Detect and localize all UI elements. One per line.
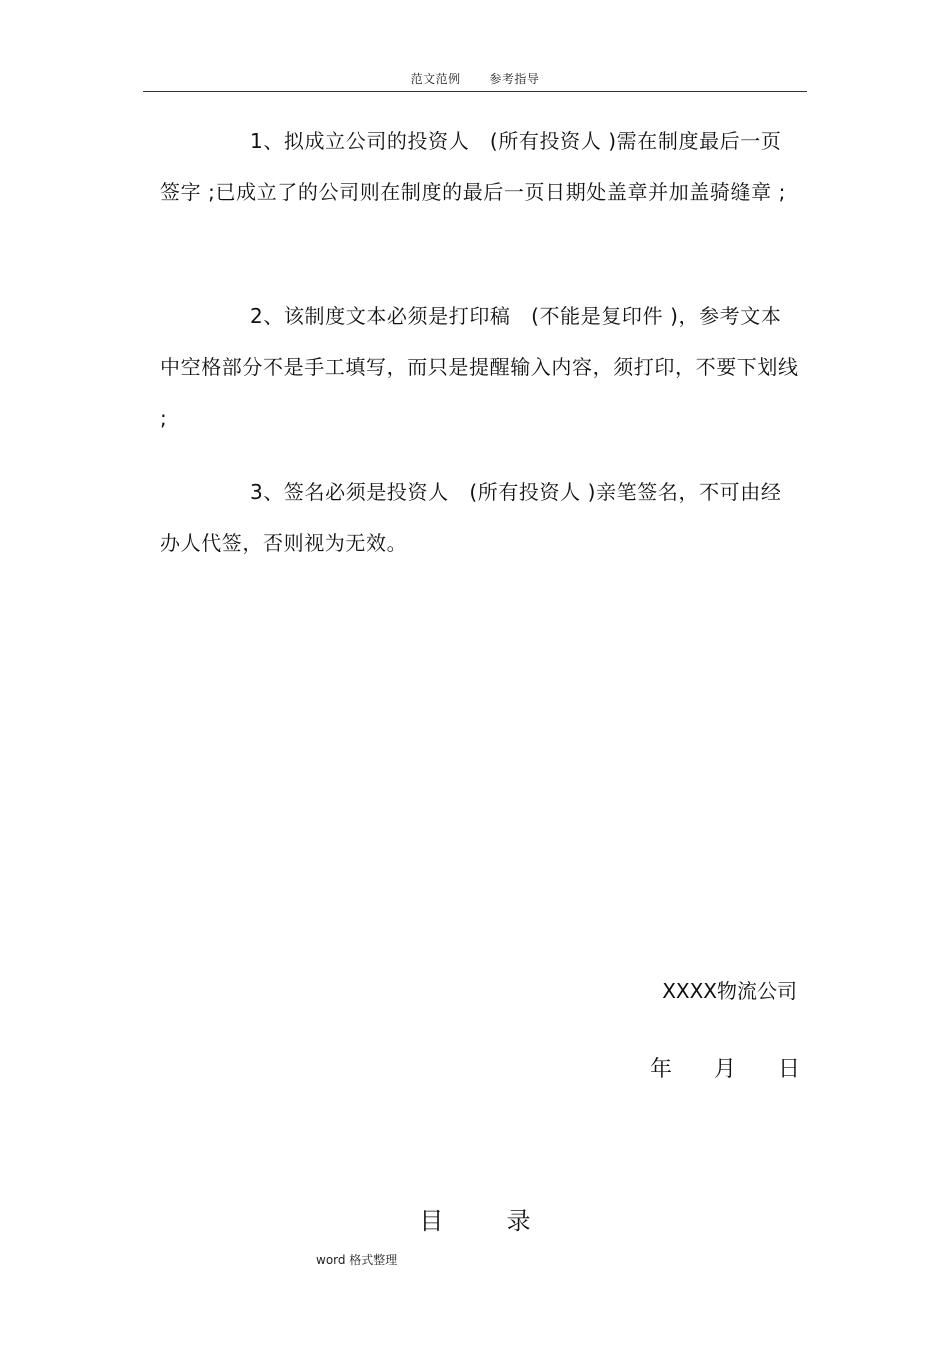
toc-title bbox=[0, 1201, 950, 1236]
instruction-paragraph-3: 3、签名必须是投资人 (所有投资人 )亲笔签名，不可由经办人代签，否则视为无效。 bbox=[160, 480, 782, 555]
header-right-text: 参考指导 bbox=[489, 72, 540, 86]
date-month: 月 bbox=[713, 1057, 736, 1082]
toc-title-char-1: 目 bbox=[419, 1207, 444, 1235]
date-day: 日 bbox=[777, 1057, 800, 1082]
page-footer: word 格式整理 bbox=[316, 1253, 398, 1267]
toc-title-char-2: 录 bbox=[506, 1207, 531, 1235]
company-name: XXXX物流公司 bbox=[662, 979, 797, 1003]
page-header bbox=[0, 70, 950, 87]
header-divider bbox=[143, 91, 807, 92]
instruction-paragraph-1: 1、拟成立公司的投资人 (所有投资人 )需在制度最后一页签字 ;已成立了的公司则在制度的最后一页日期处盖章并加盖骑缝章 ; bbox=[160, 129, 786, 204]
date-line bbox=[650, 1052, 800, 1083]
header-left-text: 范文范例 bbox=[410, 72, 461, 86]
instruction-paragraph-2: 2、该制度文本必须是打印稿 (不能是复印件 )，参考文本中空格部分不是手工填写，而只是提醒输入内容，须打印，不要下划线 ; bbox=[160, 304, 799, 430]
date-year: 年 bbox=[649, 1057, 672, 1082]
